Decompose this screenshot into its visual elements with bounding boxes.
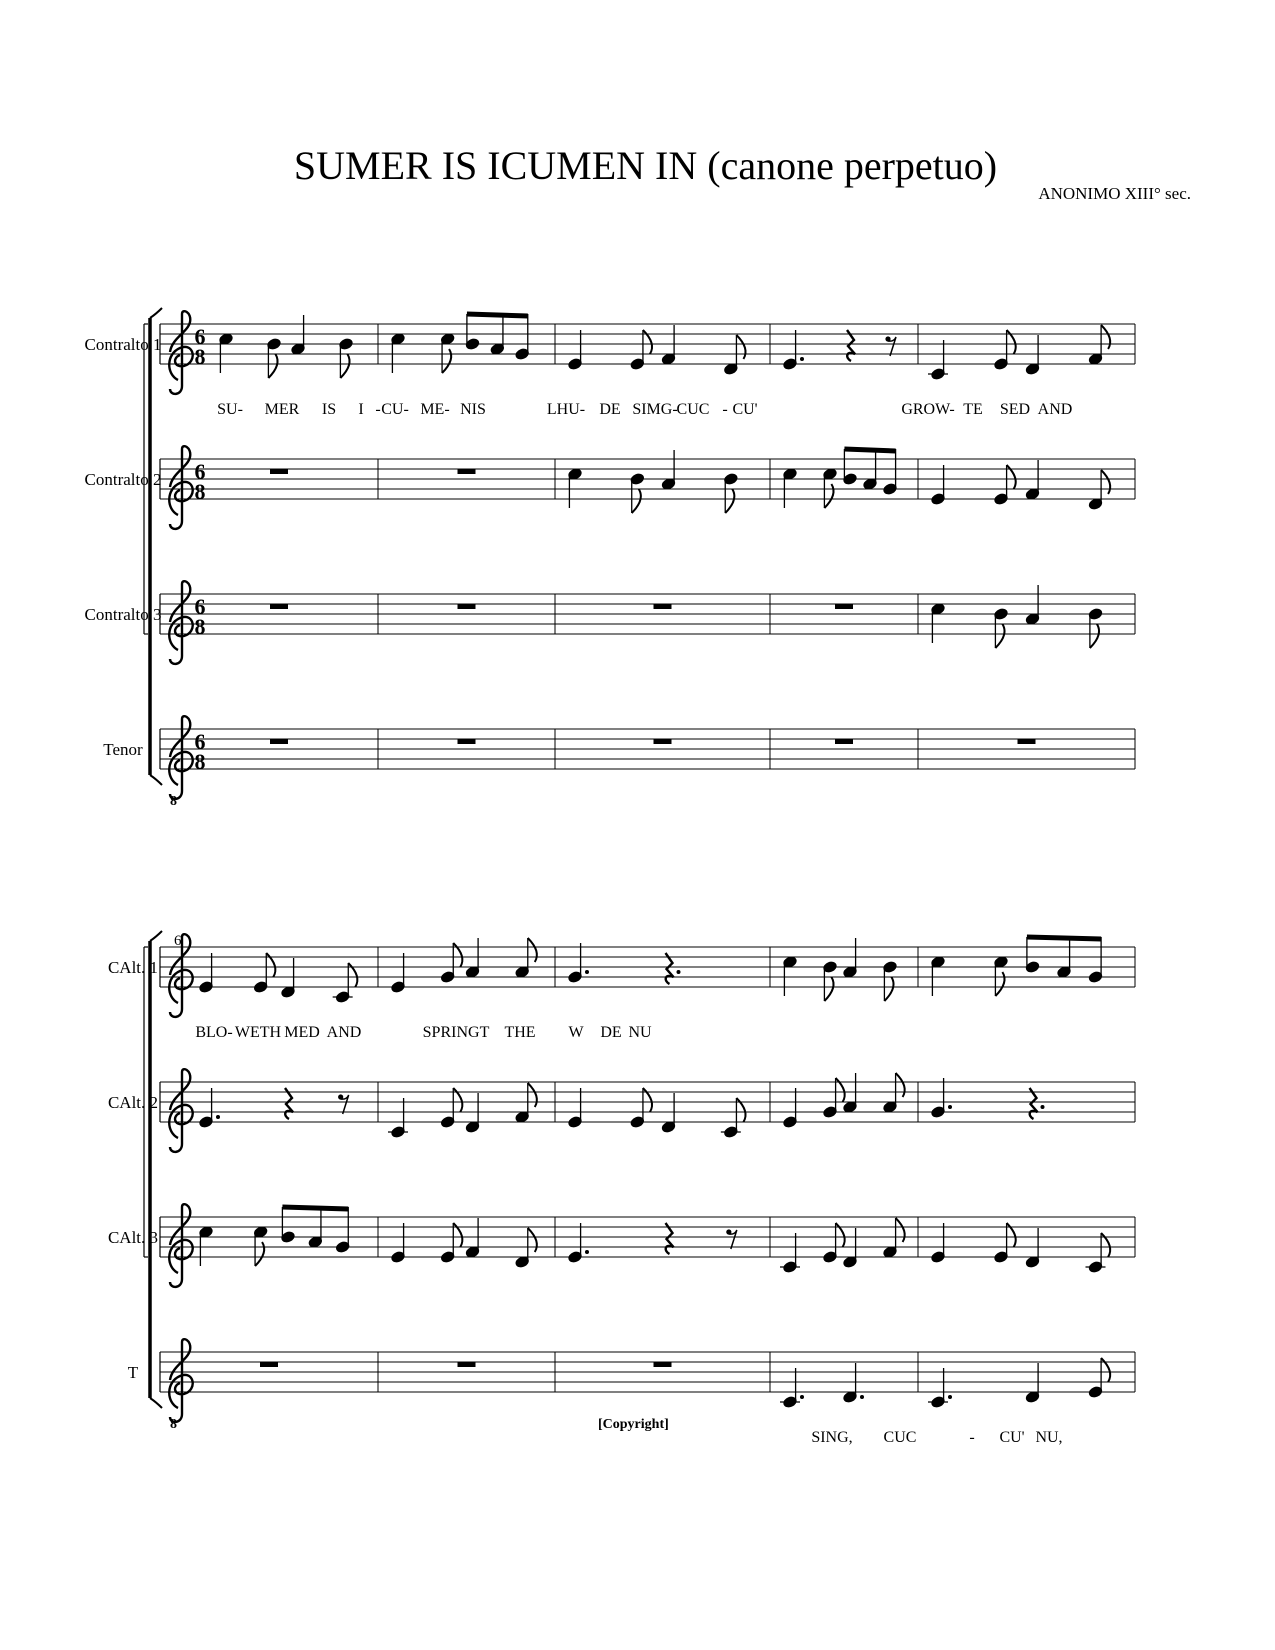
lyric-syllable: WETH [234, 1024, 282, 1041]
lyric-syllable: SED [999, 401, 1031, 418]
staff-label: CAlt. 3 [107, 1228, 159, 1247]
lyric-syllable: CU' [999, 1429, 1025, 1446]
time-signature-bottom: 8 [194, 479, 206, 504]
lyric-syllable: IS [321, 401, 337, 418]
staff-contralto-3 [85, 581, 1135, 664]
lyric-syllable: I [358, 401, 364, 418]
staff-t [128, 1339, 1135, 1446]
dot [1041, 1105, 1045, 1109]
bracket-hook [150, 775, 162, 785]
measure-number: 6 [174, 933, 182, 949]
note-flag [1090, 624, 1099, 648]
lyric-syllable: ME- [420, 401, 450, 418]
note-flag [896, 1073, 905, 1097]
lyric-syllable: AND [326, 1024, 362, 1041]
note-flag [884, 977, 893, 1001]
note-flag [268, 354, 277, 378]
dot [585, 970, 589, 974]
time-signature-top: 6 [194, 594, 206, 619]
note-flag [528, 1083, 537, 1107]
lyric-syllable: GROW- [901, 401, 955, 418]
lyric-syllable: DE [599, 401, 621, 418]
staff-label: Tenor [103, 740, 143, 759]
time-signature-top: 6 [194, 324, 206, 349]
lyric-syllable: CUC [676, 401, 710, 418]
whole-rest [458, 469, 476, 474]
staff-calt-3 [108, 1204, 1135, 1287]
staff-label: CAlt. 1 [107, 958, 159, 977]
lyric-syllable: SPRINGT [422, 1024, 490, 1041]
quarter-rest [666, 953, 674, 984]
bracket-hook [150, 1398, 162, 1408]
whole-rest [835, 739, 853, 744]
dot [800, 1395, 804, 1399]
dot [585, 1250, 589, 1254]
lyric-syllable: NIS [460, 401, 486, 418]
note-flag [340, 354, 349, 378]
lyric-syllable: TE [963, 401, 983, 418]
dot [860, 1395, 864, 1399]
whole-rest [654, 604, 672, 609]
lyric-syllable: BLO- [195, 1024, 233, 1041]
whole-rest [654, 739, 672, 744]
note-flag [896, 1218, 905, 1242]
note-flag [824, 484, 833, 508]
staff-tenor [103, 716, 1135, 809]
note-flag [442, 349, 451, 373]
quarter-rest [285, 1088, 293, 1119]
time-signature-bottom: 8 [194, 614, 206, 639]
note-flag [528, 1228, 537, 1252]
lyric-syllable: NU, [1035, 1429, 1063, 1446]
lyric-syllable: - [375, 401, 381, 418]
lyric-syllable: MED [284, 1024, 320, 1041]
whole-rest [1018, 739, 1036, 744]
note-flag [255, 1242, 264, 1266]
note-flag [1101, 470, 1110, 494]
dot [216, 1115, 220, 1119]
note-flag [1101, 325, 1110, 349]
lyric-syllable: CUC [883, 1429, 917, 1446]
staff-label: CAlt. 2 [107, 1093, 159, 1112]
lyric-syllable: SIMG- [632, 401, 678, 418]
bracket-hook [150, 308, 162, 318]
whole-rest [458, 739, 476, 744]
whole-rest [835, 604, 853, 609]
lyric-syllable: NU [628, 1024, 652, 1041]
whole-rest [270, 469, 288, 474]
quarter-rest [666, 1223, 674, 1254]
time-signature-top: 6 [194, 729, 206, 754]
note-beam [282, 1207, 348, 1209]
note-flag [725, 489, 734, 513]
staff-label: Contralto 1 [84, 335, 162, 354]
time-signature-bottom: 8 [194, 344, 206, 369]
whole-rest [260, 1362, 278, 1367]
whole-rest [458, 604, 476, 609]
score-title-text: SUMER IS ICUMEN IN (canone perpetuo) [293, 143, 998, 188]
note-flag [528, 938, 537, 962]
lyric-syllable: - [722, 401, 728, 418]
quarter-rest [1030, 1088, 1038, 1119]
note-flag [824, 977, 833, 1001]
dot [948, 1105, 952, 1109]
whole-rest [270, 604, 288, 609]
lyric-syllable: MER [264, 401, 300, 418]
note-beam [1027, 937, 1101, 939]
lyric-syllable: - [969, 1429, 975, 1446]
quarter-rest [847, 330, 855, 361]
system-2 [108, 931, 1135, 1446]
dot [800, 357, 804, 361]
lyric-syllable: AND [1037, 401, 1073, 418]
note-flag [736, 335, 745, 359]
copyright-notice: [Copyright] [598, 1417, 669, 1432]
staff-calt-1 [108, 934, 1135, 1041]
staff-label: Contralto 3 [84, 605, 162, 624]
lyric-syllable: CU' [732, 401, 758, 418]
lyric-syllable: LHU- [546, 401, 586, 418]
note-flag [995, 972, 1004, 996]
octave-marker: 8 [170, 1417, 177, 1432]
lyric-syllable: DE [600, 1024, 622, 1041]
system-1 [85, 308, 1135, 809]
dot [677, 970, 681, 974]
whole-rest [654, 1362, 672, 1367]
lyric-syllable: W [568, 1024, 584, 1041]
staff-calt-2 [108, 1069, 1135, 1152]
staff-label: T [127, 1363, 139, 1382]
time-signature-bottom: 8 [194, 749, 206, 774]
note-flag [995, 624, 1004, 648]
lyric-syllable: THE [504, 1024, 536, 1041]
lyric-syllable: SING, [811, 1429, 853, 1446]
octave-marker: 8 [170, 794, 177, 809]
whole-rest [270, 739, 288, 744]
lyric-syllable: CU- [381, 401, 409, 418]
staff-contralto-2 [85, 446, 1135, 529]
note-beam [844, 449, 895, 451]
staff-label: Contralto 2 [84, 470, 162, 489]
composer: ANONIMO XIII° sec. [1038, 184, 1191, 203]
staff-contralto-1 [85, 311, 1135, 418]
whole-rest [458, 1362, 476, 1367]
dot [948, 1395, 952, 1399]
note-flag [632, 489, 641, 513]
note-beam [467, 314, 528, 316]
time-signature-top: 6 [194, 459, 206, 484]
bracket-hook [150, 931, 162, 941]
lyric-syllable: SU- [217, 401, 243, 418]
